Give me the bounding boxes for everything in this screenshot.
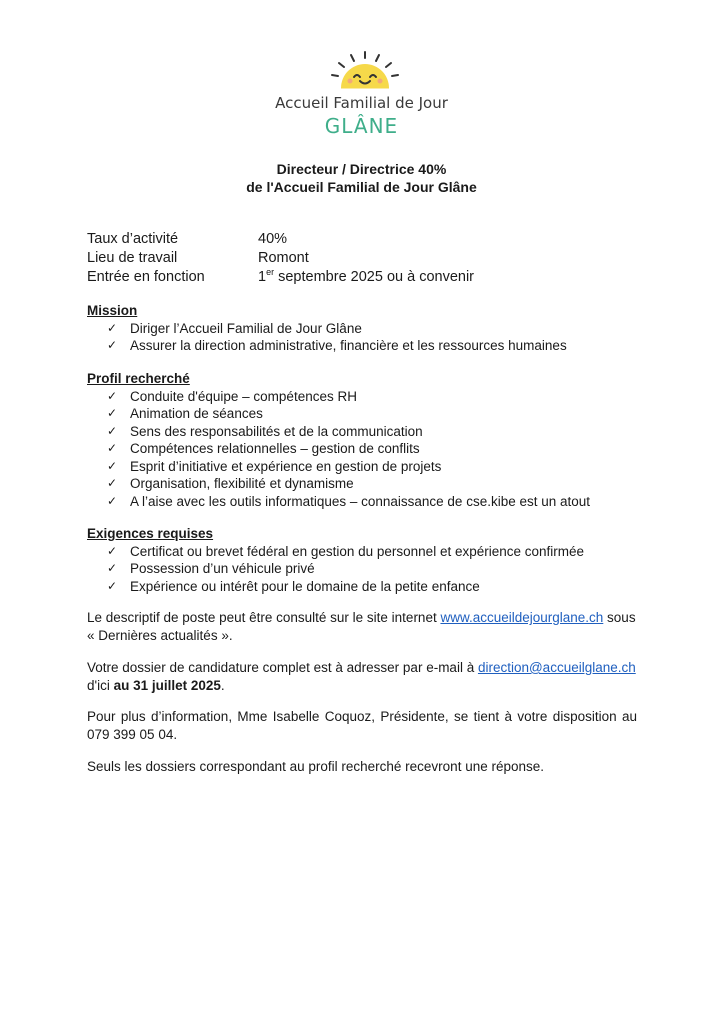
info-value [258, 268, 474, 287]
info-row-lieu [87, 249, 474, 268]
list-item-text: Sens des responsabilités et de la communication [130, 423, 423, 439]
check-icon: ✓ [107, 543, 118, 558]
paragraph-text: sous « Dernières actualités ». [87, 610, 636, 643]
list-item-text: A l’aise avec les outils informatiques – connaissance de cse.kibe est un atout [130, 493, 591, 509]
check-icon: ✓ [107, 320, 118, 335]
sun-logo-icon [329, 50, 401, 90]
info-label: Taux d’activité [87, 231, 179, 247]
list-item-text: Animation de séances [130, 406, 263, 421]
job-info [87, 230, 474, 287]
job-title [0, 160, 723, 196]
list-item [87, 458, 590, 476]
paragraph-descriptif [87, 609, 637, 645]
check-icon: ✓ [107, 476, 118, 490]
list-item [87, 388, 590, 406]
deadline-date: au 31 juillet 2025 [113, 678, 221, 693]
info-value: 40% [258, 231, 288, 247]
profil-list [87, 388, 590, 511]
list-item-text: Conduite d'équipe – compétences RH [130, 388, 357, 404]
check-icon: ✓ [107, 388, 118, 403]
list-item [87, 423, 590, 441]
email-link[interactable]: direction@accueilglane.ch [477, 660, 636, 675]
list-item [87, 560, 584, 578]
info-label: Lieu de travail [87, 250, 178, 266]
list-item-text: Assurer la direction administrative, financière et les ressources humaines [130, 338, 567, 353]
section-exigences [87, 525, 584, 595]
paragraph-closing: Seuls les dossiers correspondant au profil recherché recevront une réponse. [87, 759, 545, 774]
list-item-text: Diriger l’Accueil Familial de Jour Glâne [130, 320, 362, 336]
list-item-text: Possession d’un véhicule privé [130, 561, 315, 576]
check-icon: ✓ [107, 458, 118, 473]
list-item [87, 405, 590, 423]
list-item [87, 578, 584, 596]
job-title-line1: Directeur / Directrice 40% [276, 161, 447, 177]
info-value: Romont [258, 250, 309, 266]
list-item [87, 320, 567, 338]
list-item [87, 493, 590, 511]
paragraph-dossier [87, 659, 637, 695]
paragraph-text: d'ici [87, 678, 114, 693]
job-title-line2: de l'Accueil Familial de Jour Glâne [246, 179, 477, 195]
list-item-text: Esprit d’initiative et expérience en gestion de projets [130, 458, 442, 474]
section-heading: Profil recherché [87, 371, 190, 386]
list-item-text: Compétences relationnelles – gestion de conflits [130, 441, 420, 456]
list-item-text: Certificat ou brevet fédéral en gestion du personnel et expérience confirmée [130, 543, 585, 559]
paragraph-text: Votre dossier de candidature complet est à adresser par e-mail à [87, 660, 478, 675]
info-value-day: 1 [258, 269, 267, 285]
website-link[interactable]: www.accueildejourglane.ch [440, 610, 604, 625]
section-profil [87, 370, 590, 510]
paragraph-contact: Pour plus d’information, Mme Isabelle Coquoz, Présidente, se tient à votre disposition au 079 399 05 04. [87, 709, 637, 742]
info-value-rest: septembre 2025 ou à convenir [274, 269, 474, 285]
logo-text-name: Accueil Familial de Jour [275, 94, 448, 112]
mission-list [87, 320, 567, 355]
logo-text-region: GLÂNE [324, 114, 399, 138]
exigences-list [87, 543, 584, 596]
info-row-taux [87, 230, 474, 249]
list-item [87, 475, 590, 493]
paragraph-text: . [220, 678, 225, 693]
info-value-sup: er [266, 267, 275, 278]
check-icon: ✓ [107, 561, 118, 575]
section-heading: Exigences requises [87, 526, 214, 541]
check-icon: ✓ [107, 423, 118, 438]
info-row-entree [87, 268, 474, 287]
check-icon: ✓ [107, 406, 118, 420]
info-label: Entrée en fonction [87, 269, 205, 285]
list-item [87, 440, 590, 458]
list-item [87, 337, 567, 355]
section-heading: Mission [87, 303, 138, 318]
list-item-text: Organisation, flexibilité et dynamisme [130, 476, 354, 491]
paragraph-text: Le descriptif de poste peut être consulté sur le site internet [87, 610, 441, 625]
check-icon: ✓ [107, 441, 118, 455]
list-item-text: Expérience ou intérêt pour le domaine de la petite enfance [130, 578, 480, 594]
check-icon: ✓ [107, 578, 118, 593]
check-icon: ✓ [107, 493, 118, 508]
logo [0, 50, 723, 142]
section-mission [87, 302, 567, 355]
check-icon: ✓ [107, 338, 118, 352]
list-item [87, 543, 584, 561]
